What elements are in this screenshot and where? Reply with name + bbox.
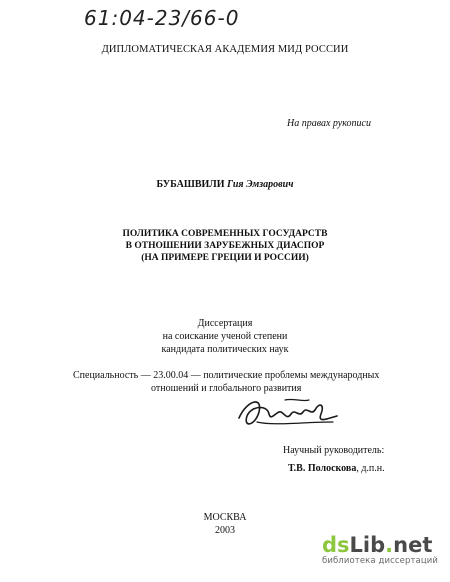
thesis-line: кандидата политических наук — [161, 344, 289, 355]
thesis-description — [0, 317, 450, 356]
city: МОСКВА — [203, 512, 247, 523]
title-line: (НА ПРИМЕРЕ ГРЕЦИИ И РОССИИ) — [141, 253, 309, 263]
thesis-line: на соискание ученой степени — [162, 331, 288, 342]
dslib-watermark — [322, 533, 438, 566]
author-surname: БУБАШВИЛИ — [156, 179, 225, 190]
author-given-names: Гия Эмзарович — [227, 179, 294, 190]
title-line: ПОЛИТИКА СОВРЕМЕННЫХ ГОСУДАРСТВ — [122, 229, 328, 239]
supervisor-degree: , д.п.н. — [356, 463, 385, 474]
dslib-tagline: библиотека диссертаций — [322, 556, 438, 566]
dissertation-title — [0, 228, 450, 264]
supervisor — [288, 463, 385, 474]
specialty-line: Специальность — 23.00.04 — политические проблемы международных — [73, 370, 380, 381]
institution-name: ДИПЛОМАТИЧЕСКАЯ АКАДЕМИЯ МИД РОССИИ — [101, 44, 349, 55]
handwritten-archive-number: 61:04-23/66-0 — [84, 6, 240, 30]
handwritten-signature — [233, 392, 345, 436]
author-name — [0, 179, 450, 190]
year: 2003 — [215, 525, 235, 536]
supervisor-label: Научный руководитель: — [283, 445, 385, 456]
dslib-logo: ds Lib . net — [322, 533, 433, 557]
supervisor-name: Т.В. Полоскова — [288, 463, 357, 474]
rights-note: На правах рукописи — [287, 118, 371, 129]
specialty-line: отношений и глобального развития — [151, 383, 302, 394]
title-line: В ОТНОШЕНИИ ЗАРУБЕЖНЫХ ДИАСПОР — [125, 241, 325, 251]
thesis-line: Диссертация — [197, 318, 253, 329]
